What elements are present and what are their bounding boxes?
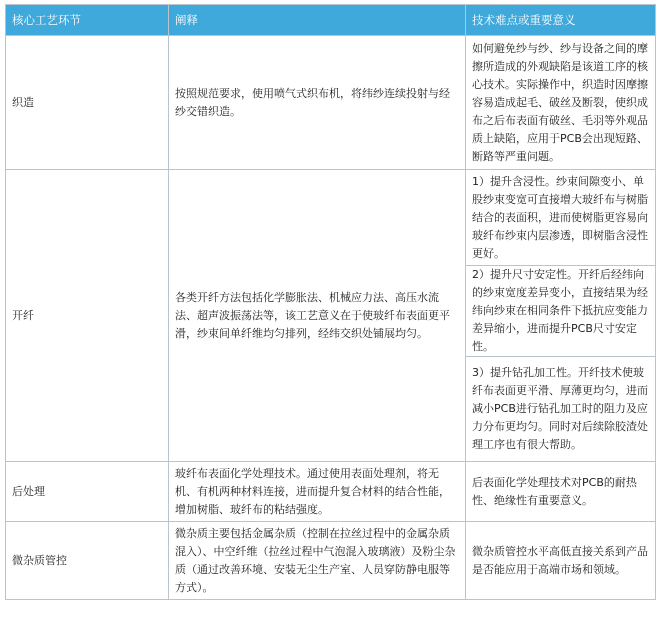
significance-cell: 3）提升钻孔加工性。开纤技术使玻纤布表面更平滑、厚薄更均匀，进而减小PCB进行钻孔加工时的阻力及应力分布更均匀。同时对后续除胶渣处理工序也有很大帮助。 xyxy=(466,357,656,462)
process-table xyxy=(5,4,656,600)
significance-cell: 2）提升尺寸安定性。开纤后经纬向的纱束宽度差异变小，直接结果为经纬向纱束在相同条件下抵抗应变能力差异缩小，进而提升PCB尺寸安定性。 xyxy=(466,266,656,357)
table-row xyxy=(6,170,656,266)
description-cell: 玻纤布表面化学处理技术。通过使用表面处理剂，将无机、有机两种材料连接，进而提升复合材料的结合性能，增加树脂、玻纤布的粘结强度。 xyxy=(169,462,466,522)
header-step: 核心工艺环节 xyxy=(6,5,169,36)
description-cell: 微杂质主要包括金属杂质（控制在拉丝过程中的金属杂质混入）、中空纤维（拉丝过程中气泡混入玻璃液）及粉尘杂质（通过改善环境、安装无尘生产室、人员穿防静电服等方式）。 xyxy=(169,522,466,600)
table-row xyxy=(6,522,656,600)
significance-cell: 1）提升含浸性。纱束间隙变小、单股纱束变宽可直接增大玻纤布与树脂结合的表面积，进而使树脂更容易向玻纤布纱束内层渗透，即树脂含浸性更好。 xyxy=(466,170,656,266)
step-cell: 微杂质管控 xyxy=(6,522,169,600)
description-cell: 各类开纤方法包括化学膨胀法、机械应力法、高压水流法、超声波振荡法等，该工艺意义在于使玻纤布表面更平滑，纱束间单纤维均匀排列，经纬交织处铺展均匀。 xyxy=(169,170,466,462)
header-description: 阐释 xyxy=(169,5,466,36)
header-significance: 技术难点或重要意义 xyxy=(466,5,656,36)
description-cell: 按照规范要求，使用喷气式织布机，将纬纱连续投射与经纱交错织造。 xyxy=(169,36,466,170)
significance-cell: 如何避免纱与纱、纱与设备之间的摩擦所造成的外观缺陷是该道工序的核心技术。实际操作中，织造时因摩擦容易造成起毛、破丝及断裂，使织成布之后布表面有破丝、毛羽等外观品质上缺陷，应用于PCB会出现短路、断路等严重问题。 xyxy=(466,36,656,170)
significance-cell: 微杂质管控水平高低直接关系到产品是否能应用于高端市场和领域。 xyxy=(466,522,656,600)
table-header-row xyxy=(6,5,656,36)
step-cell: 织造 xyxy=(6,36,169,170)
step-cell: 后处理 xyxy=(6,462,169,522)
significance-cell: 后表面化学处理技术对PCB的耐热性、绝缘性有重要意义。 xyxy=(466,462,656,522)
table-row xyxy=(6,462,656,522)
step-cell: 开纤 xyxy=(6,170,169,462)
table-row xyxy=(6,36,656,170)
